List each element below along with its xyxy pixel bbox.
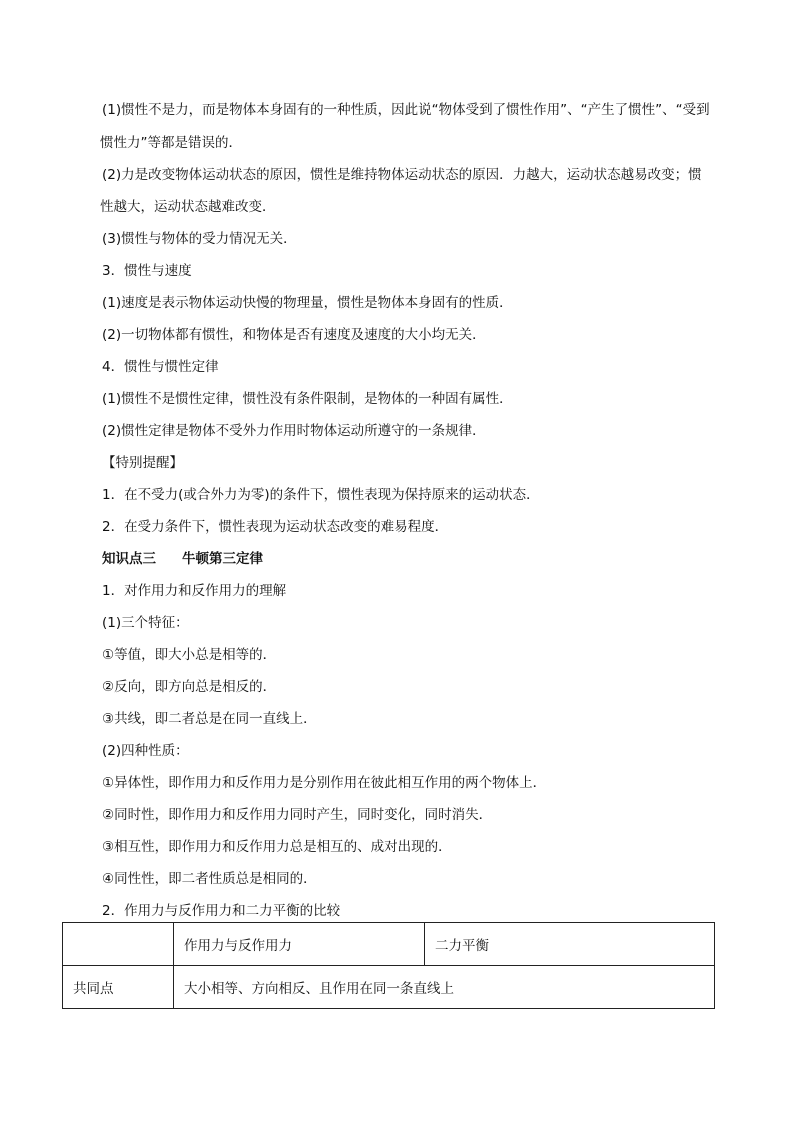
property-item-4: ④同性性，即二者性质总是相同的． [102,871,317,887]
comparison-table [62,922,715,1009]
feature-item-3: ③共线，即二者总是在同一直线上． [102,711,317,727]
property-item-2: ②同时性，即作用力和反作用力同时产生，同时变化，同时消失． [102,807,493,823]
table-header-row [63,923,715,966]
inertia-speed-item-1: (1)速度是表示物体运动快慢的物理量，惯性是物体本身固有的性质． [102,295,513,311]
section-title: 牛顿第三定律 [182,551,263,567]
heading-comparison: 2．作用力与反作用力和二力平衡的比较 [102,903,341,919]
special-reminder-item-1: 1．在不受力(或合外力为零)的条件下，惯性表现为保持原来的运动状态． [102,487,540,503]
section-heading-newton-third-law [102,550,732,568]
paragraph-force-vs-inertia-line1: (2)力是改变物体运动状态的原因，惯性是维持物体运动状态的原因．力越大，运动状态越易改变；惯 [102,167,702,183]
feature-item-2: ②反向，即方向总是相反的． [102,679,277,695]
paragraph-force-vs-inertia-line2: 性越大，运动状态越难改变． [100,199,276,215]
paragraph-inertia-independent: (3)惯性与物体的受力情况无关． [102,231,297,247]
table-header-cell-action-reaction: 作用力与反作用力 [174,923,425,966]
feature-item-1: ①等值，即大小总是相等的． [102,647,277,663]
special-reminder-item-2: 2．在受力条件下，惯性表现为运动状态改变的难易程度． [102,519,449,535]
heading-inertia-and-law: 4．惯性与惯性定律 [102,359,219,375]
subheading-four-properties: (2)四种性质： [102,743,189,759]
property-item-1: ①异体性，即作用力和反作用力是分别作用在彼此相互作用的两个物体上． [102,775,547,791]
paragraph-inertia-not-force-line1: (1)惯性不是力，而是物体本身固有的一种性质，因此说“物体受到了惯性作用”、“产生了惯性”、“受到 [102,102,710,118]
inertia-law-item-1: (1)惯性不是惯性定律，惯性没有条件限制，是物体的一种固有属性． [102,391,513,407]
special-reminder-heading: 【特别提醒】 [102,455,183,471]
heading-action-reaction-understanding: 1．对作用力和反作用力的理解 [102,583,287,599]
table-row-label: 共同点 [63,966,174,1009]
inertia-speed-item-2: (2)一切物体都有惯性，和物体是否有速度及速度的大小均无关． [102,327,486,343]
table-row-value: 大小相等、方向相反、且作用在同一条直线上 [174,966,715,1009]
section-label: 知识点三 [102,551,156,567]
heading-inertia-and-speed: 3．惯性与速度 [102,263,192,279]
table-header-cell-empty [63,923,174,966]
property-item-3: ③相互性，即作用力和反作用力总是相互的、成对出现的． [102,839,452,855]
table-row [63,966,715,1009]
table-header-cell-balance: 二力平衡 [425,923,715,966]
inertia-law-item-2: (2)惯性定律是物体不受外力作用时物体运动所遵守的一条规律． [102,423,486,439]
subheading-three-features: (1)三个特征： [102,615,189,631]
paragraph-inertia-not-force-line2: 惯性力”等都是错误的． [100,135,242,151]
